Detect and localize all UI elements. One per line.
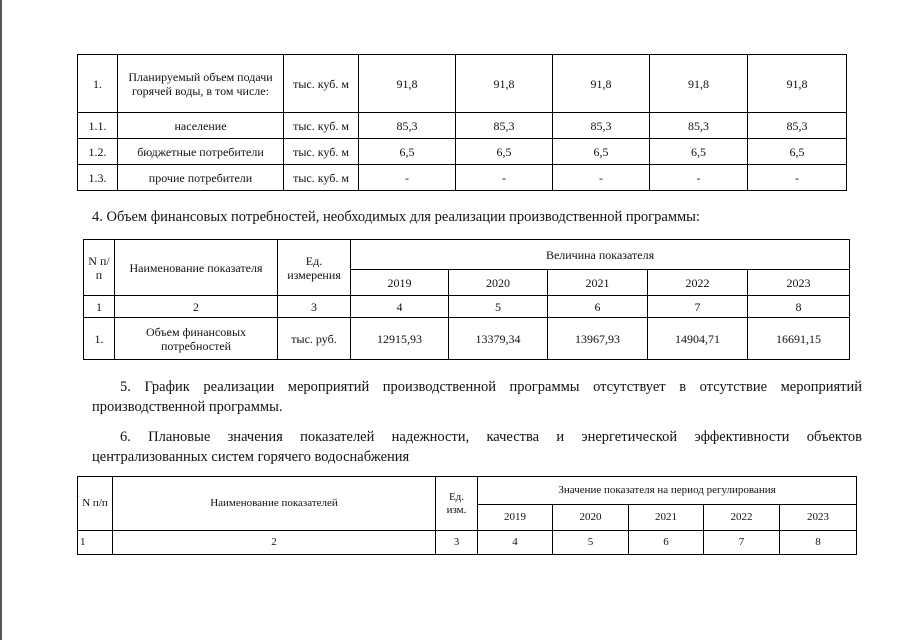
column-number: 1: [78, 531, 113, 555]
column-number: 6: [629, 531, 704, 555]
header-group: Значение показателя на период регулирования: [478, 477, 857, 505]
row-value: 13379,34: [449, 318, 548, 360]
row-value: 13967,93: [548, 318, 648, 360]
column-number: 2: [115, 296, 278, 318]
row-unit: тыс. куб. м: [284, 165, 359, 191]
row-name: Объем финансовых потребностей: [115, 318, 278, 360]
numbering-row: [84, 296, 850, 318]
table-row: [78, 55, 847, 113]
header-unit: Ед. измерения: [278, 240, 351, 296]
section-6-line-1: 6. Плановые значения показателей надежности, качества и энергетической эффективности объектов: [120, 429, 862, 445]
row-number: 1.3.: [78, 165, 118, 191]
row-value: 91,8: [456, 55, 553, 113]
row-value: 85,3: [359, 113, 456, 139]
column-number: 5: [449, 296, 548, 318]
row-value: 14904,71: [648, 318, 748, 360]
header-unit: Ед. изм.: [436, 477, 478, 531]
row-name: бюджетные потребители: [118, 139, 284, 165]
row-value: -: [553, 165, 650, 191]
row-value: 91,8: [748, 55, 847, 113]
table-row: [78, 113, 847, 139]
section-4-heading: 4. Объем финансовых потребностей, необходимых для реализации производственной программы:: [92, 209, 700, 225]
row-value: -: [456, 165, 553, 191]
year-header: 2021: [548, 270, 648, 296]
row-unit: тыс. куб. м: [284, 139, 359, 165]
row-number: 1.1.: [78, 113, 118, 139]
table-row: [78, 139, 847, 165]
row-value: 91,8: [650, 55, 748, 113]
reliability-indicators-table: [77, 476, 857, 555]
header-num: · N п/п: [78, 477, 113, 531]
row-value: 85,3: [748, 113, 847, 139]
page-edge: [0, 0, 2, 640]
column-number: 4: [478, 531, 553, 555]
row-value: -: [748, 165, 847, 191]
row-name: прочие потребители: [118, 165, 284, 191]
column-number: 2: [113, 531, 436, 555]
column-number: 3: [436, 531, 478, 555]
row-name: Планируемый объем подачи горячей воды, в том числе:: [118, 55, 284, 113]
row-value: 6,5: [456, 139, 553, 165]
section-6-text: [92, 427, 862, 467]
row-value: 6,5: [748, 139, 847, 165]
row-value: 6,5: [359, 139, 456, 165]
row-unit: тыс. куб. м: [284, 113, 359, 139]
row-value: -: [650, 165, 748, 191]
year-header: 2020: [449, 270, 548, 296]
row-value: 85,3: [456, 113, 553, 139]
row-value: 91,8: [359, 55, 456, 113]
header-name: Наименование показателя: [115, 240, 278, 296]
year-header: 2019: [351, 270, 449, 296]
column-number: 6: [548, 296, 648, 318]
row-value: -: [359, 165, 456, 191]
header-group: Величина показателя: [351, 240, 850, 270]
row-value: 12915,93: [351, 318, 449, 360]
table-row: [84, 318, 850, 360]
year-header: 2023: [748, 270, 850, 296]
column-number: 7: [648, 296, 748, 318]
year-header: 2021: [629, 505, 704, 531]
row-value: 85,3: [650, 113, 748, 139]
section-5-line-2: производственной программы.: [92, 399, 283, 415]
row-value: 91,8: [553, 55, 650, 113]
row-unit: тыс. руб.: [278, 318, 351, 360]
section-6-line-2: централизованных систем горячего водоснабжения: [92, 449, 410, 465]
year-header: 2020: [553, 505, 629, 531]
row-name: население: [118, 113, 284, 139]
row-value: 85,3: [553, 113, 650, 139]
row-value: 16691,15: [748, 318, 850, 360]
section-5-text: [92, 377, 862, 417]
financial-needs-table: [83, 239, 850, 360]
row-number: 1.2.: [78, 139, 118, 165]
header-num: N п/п: [84, 240, 115, 296]
header-name: Наименование показателей: [113, 477, 436, 531]
year-header: 2022: [704, 505, 780, 531]
numbering-row: [78, 531, 857, 555]
row-number: 1.: [78, 55, 118, 113]
section-5-line-1: 5. График реализации мероприятий производственной программы отсутствует в отсутствие мероприятий: [120, 379, 862, 395]
column-number: 8: [748, 296, 850, 318]
row-number: 1.: [84, 318, 115, 360]
column-number: 7: [704, 531, 780, 555]
column-number: 1: [84, 296, 115, 318]
year-header: 2023: [780, 505, 857, 531]
column-number: 8: [780, 531, 857, 555]
year-header: 2022: [648, 270, 748, 296]
row-unit: тыс. куб. м: [284, 55, 359, 113]
row-value: 6,5: [650, 139, 748, 165]
hot-water-volume-table: [77, 54, 847, 191]
column-number: 5: [553, 531, 629, 555]
row-value: 6,5: [553, 139, 650, 165]
column-number: 4: [351, 296, 449, 318]
table-row: [78, 165, 847, 191]
column-number: 3: [278, 296, 351, 318]
year-header: 2019: [478, 505, 553, 531]
